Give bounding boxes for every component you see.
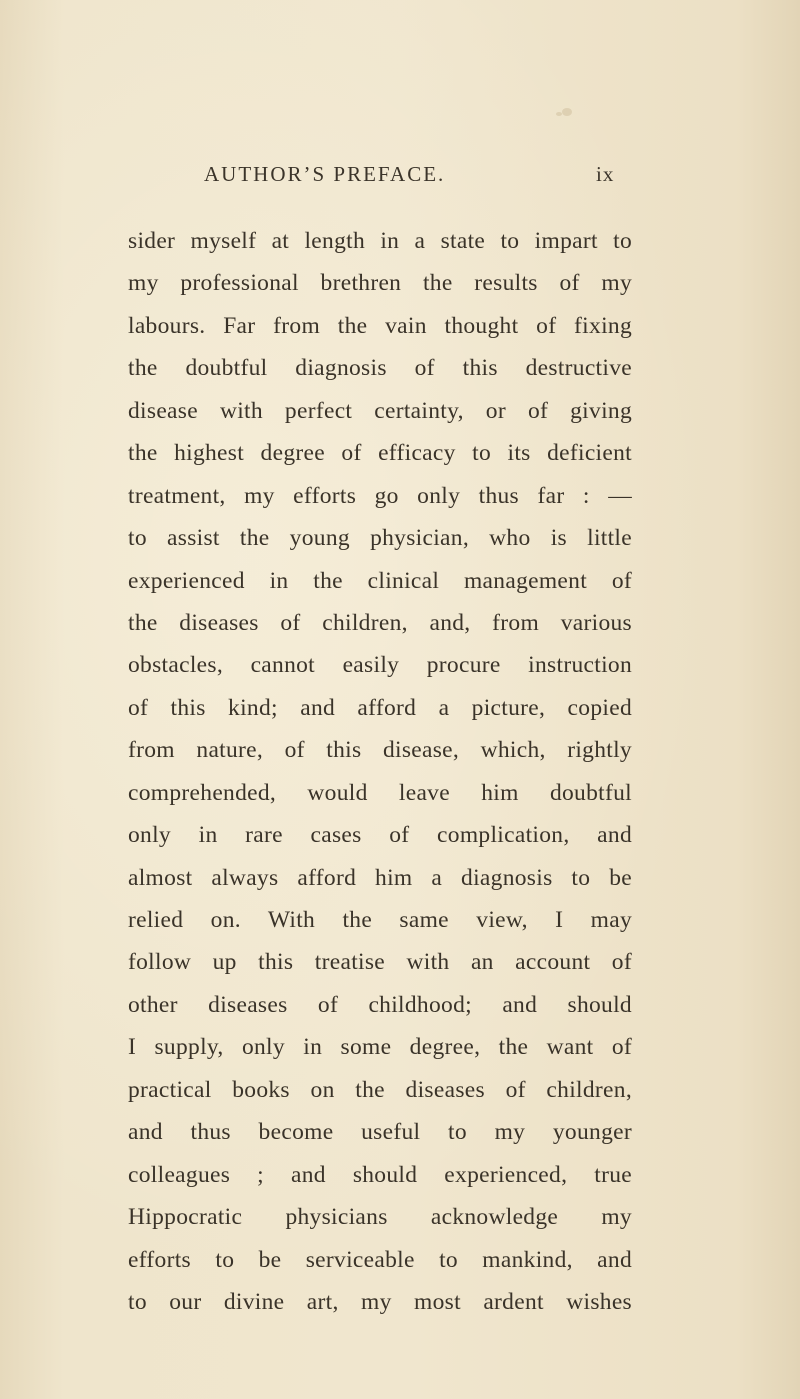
running-title: AUTHOR’S PREFACE. xyxy=(204,162,446,186)
text-line: to our divine art, my most ardent wishes xyxy=(128,1288,632,1315)
text-line: almost always afford him a diagnosis to be xyxy=(128,864,632,891)
text-line: only in rare cases of complication, and xyxy=(128,822,632,849)
text-line: disease with perfect certainty, or of giving xyxy=(128,397,632,424)
text-line: follow up this treatise with an account of xyxy=(128,949,632,976)
text-line: obstacles, cannot easily procure instruction xyxy=(128,652,632,679)
text-line: experienced in the clinical management of xyxy=(128,567,632,594)
ink-stain xyxy=(556,112,562,116)
text-line: my professional brethren the results of my xyxy=(128,270,632,297)
text-line: to assist the young physician, who is little xyxy=(128,525,632,552)
text-line: comprehended, would leave him doubtful xyxy=(128,779,632,806)
text-line: practical books on the diseases of children, xyxy=(128,1076,632,1103)
ink-stain xyxy=(562,108,572,116)
text-line: the doubtful diagnosis of this destructive xyxy=(128,355,632,382)
text-line: sider myself at length in a state to impart to xyxy=(128,228,632,254)
text-line: of this kind; and afford a picture, copied xyxy=(128,694,632,721)
body-text xyxy=(128,220,632,1323)
text-line: Hippocratic physicians acknowledge my xyxy=(128,1204,632,1231)
text-line: efforts to be serviceable to mankind, and xyxy=(128,1246,632,1273)
text-line: labours. Far from the vain thought of fixing xyxy=(128,312,632,339)
text-line: the highest degree of efficacy to its deficient xyxy=(128,440,632,467)
text-line: from nature, of this disease, which, rightly xyxy=(128,737,632,764)
text-line: treatment, my efforts go only thus far : — xyxy=(128,482,632,509)
text-line: the diseases of children, and, from various xyxy=(128,609,632,636)
page-number: ix xyxy=(596,162,615,186)
text-line: I supply, only in some degree, the want of xyxy=(128,1034,632,1061)
text-line: relied on. With the same view, I may xyxy=(128,907,632,933)
text-line: colleagues ; and should experienced, true xyxy=(128,1161,632,1188)
text-line: and thus become useful to my younger xyxy=(128,1119,632,1146)
text-line: other diseases of childhood; and should xyxy=(128,991,632,1018)
page-header xyxy=(0,162,800,202)
